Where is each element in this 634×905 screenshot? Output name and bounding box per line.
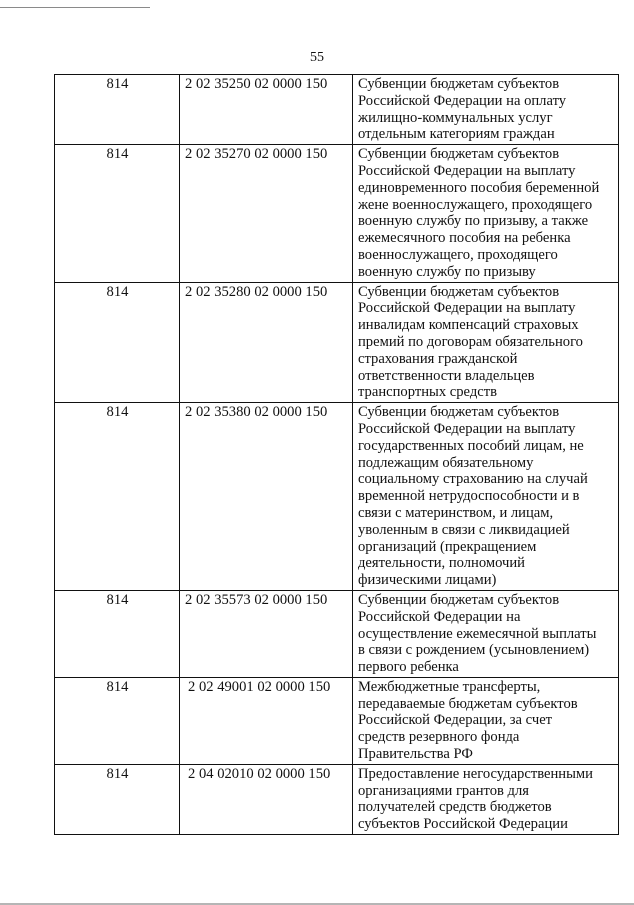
budget-code-table <box>54 74 619 835</box>
description-cell: Межбюджетные трансферты, передаваемые бюджетам субъектов Российской Федерации, за счет средств резервного фонда Правительства РФ <box>353 677 619 764</box>
admin-code-cell: 814 <box>55 764 180 834</box>
budget-code-cell: 2 02 35280 02 0000 150 <box>180 282 353 403</box>
description-cell: Субвенции бюджетам субъектов Российской Федерации на осуществление ежемесячной выплаты в связи с рождением (усыновлением) первого ребенка <box>353 590 619 677</box>
table-row <box>55 590 619 677</box>
admin-code-cell: 814 <box>55 282 180 403</box>
budget-code-cell: 2 04 02010 02 0000 150 <box>180 764 353 834</box>
budget-code-cell: 2 02 35250 02 0000 150 <box>180 75 353 145</box>
table-row <box>55 764 619 834</box>
budget-code-cell: 2 02 35573 02 0000 150 <box>180 590 353 677</box>
admin-code-cell: 814 <box>55 145 180 282</box>
admin-code-cell: 814 <box>55 677 180 764</box>
table-row <box>55 403 619 591</box>
table-row <box>55 145 619 282</box>
admin-code-cell: 814 <box>55 403 180 591</box>
budget-code-cell: 2 02 35380 02 0000 150 <box>180 403 353 591</box>
scan-edge-line-top <box>0 7 150 8</box>
budget-code-cell: 2 02 49001 02 0000 150 <box>180 677 353 764</box>
admin-code-cell: 814 <box>55 590 180 677</box>
description-cell: Субвенции бюджетам субъектов Российской Федерации на выплату единовременного пособия беременной жене военнослужащего, проходящего военную службу по призыву, а также ежемесячного пособия на ребенка военнослужащего, проходящего военную службу по призыву <box>353 145 619 282</box>
table-row <box>55 75 619 145</box>
description-cell: Предоставление негосударственными организациями грантов для получателей средств бюджетов субъектов Российской Федерации <box>353 764 619 834</box>
budget-code-cell: 2 02 35270 02 0000 150 <box>180 145 353 282</box>
description-cell: Субвенции бюджетам субъектов Российской Федерации на выплату инвалидам компенсаций страховых премий по договорам обязательного страхования гражданской ответственности владельцев транспортных средств <box>353 282 619 403</box>
table-row <box>55 282 619 403</box>
description-cell: Субвенции бюджетам субъектов Российской Федерации на выплату государственных пособий лицам, не подлежащим обязательному социальному страхованию на случай временной нетрудоспособности и в связи с материнством, и лицам, уволенным в связи с ликвидацией организаций (прекращением деятельности, полномочий физическими лицами) <box>353 403 619 591</box>
page-number: 55 <box>310 50 324 65</box>
description-cell: Субвенции бюджетам субъектов Российской Федерации на оплату жилищно-коммунальных услуг отдельным категориям граждан <box>353 75 619 145</box>
table-row <box>55 677 619 764</box>
admin-code-cell: 814 <box>55 75 180 145</box>
